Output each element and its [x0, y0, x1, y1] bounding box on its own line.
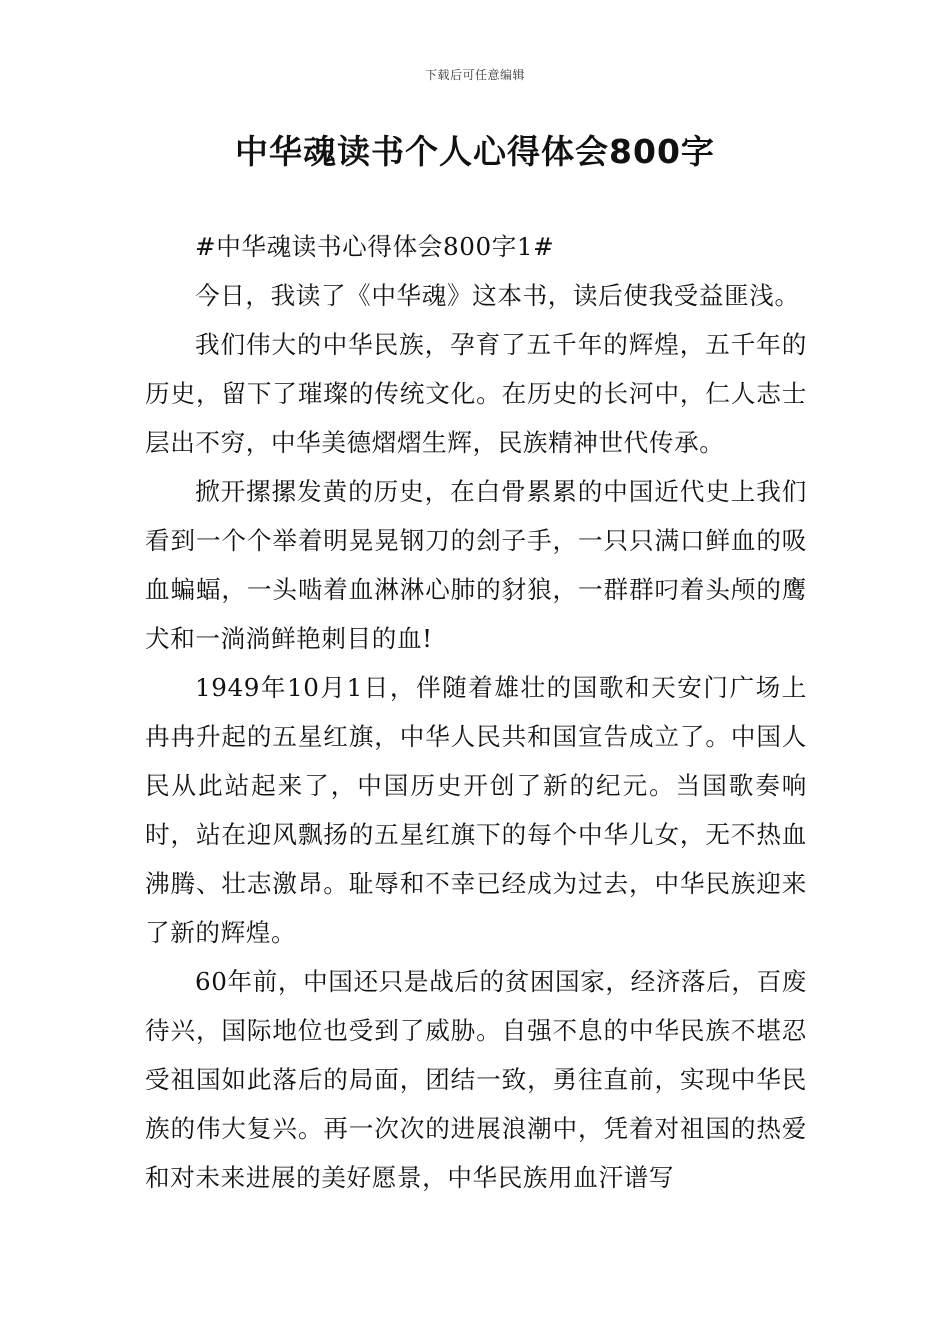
- paragraph-history: 我们伟大的中华民族，孕育了五千年的辉煌，五千年的历史，留下了璀璨的传统文化。在历史的长河中，仁人志士层出不穷，中华美德熠熠生辉，民族精神世代传承。: [145, 330, 807, 457]
- document-body: [145, 222, 807, 1202]
- header-note: 下载后可任意编辑: [424, 68, 525, 82]
- paragraph-intro: 今日，我读了《中华魂》这本书，读后使我受益匪浅。: [195, 281, 800, 310]
- paragraph-modern-history: 掀开摞摞发黄的历史，在白骨累累的中国近代史上我们看到一个个举着明晃晃钢刀的刽子手，一只只满口鲜血的吸血蝙蝠，一头啮着血淋淋心肺的豺狼，一群群叼着头颅的鹰犬和一淌淌鲜艳刺目的血!: [145, 477, 807, 653]
- document-title: 中华魂读书个人心得体会800字: [235, 132, 715, 171]
- section-heading: #中华魂读书心得体会800字1#: [195, 232, 555, 261]
- paragraph-founding: 1949年10月1日，伴随着雄壮的国歌和天安门广场上冉冉升起的五星红旗，中华人民共和国宣告成立了。中国人民从此站起来了，中国历史开创了新的纪元。当国歌奏响时，站在迎风飘扬的五星红旗下的每个中华儿女，无不热血沸腾、壮志激昂。耻辱和不幸已经成为过去，中华民族迎来了新的辉煌。: [145, 673, 807, 947]
- paragraph-development: 60年前，中国还只是战后的贫困国家，经济落后，百废待兴，国际地位也受到了威胁。自强不息的中华民族不堪忍受祖国如此落后的局面，团结一致，勇往直前，实现中华民族的伟大复兴。再一次次的进展浪潮中，凭着对祖国的热爱和对未来进展的美好愿景，中华民族用血汗谱写: [145, 967, 807, 1192]
